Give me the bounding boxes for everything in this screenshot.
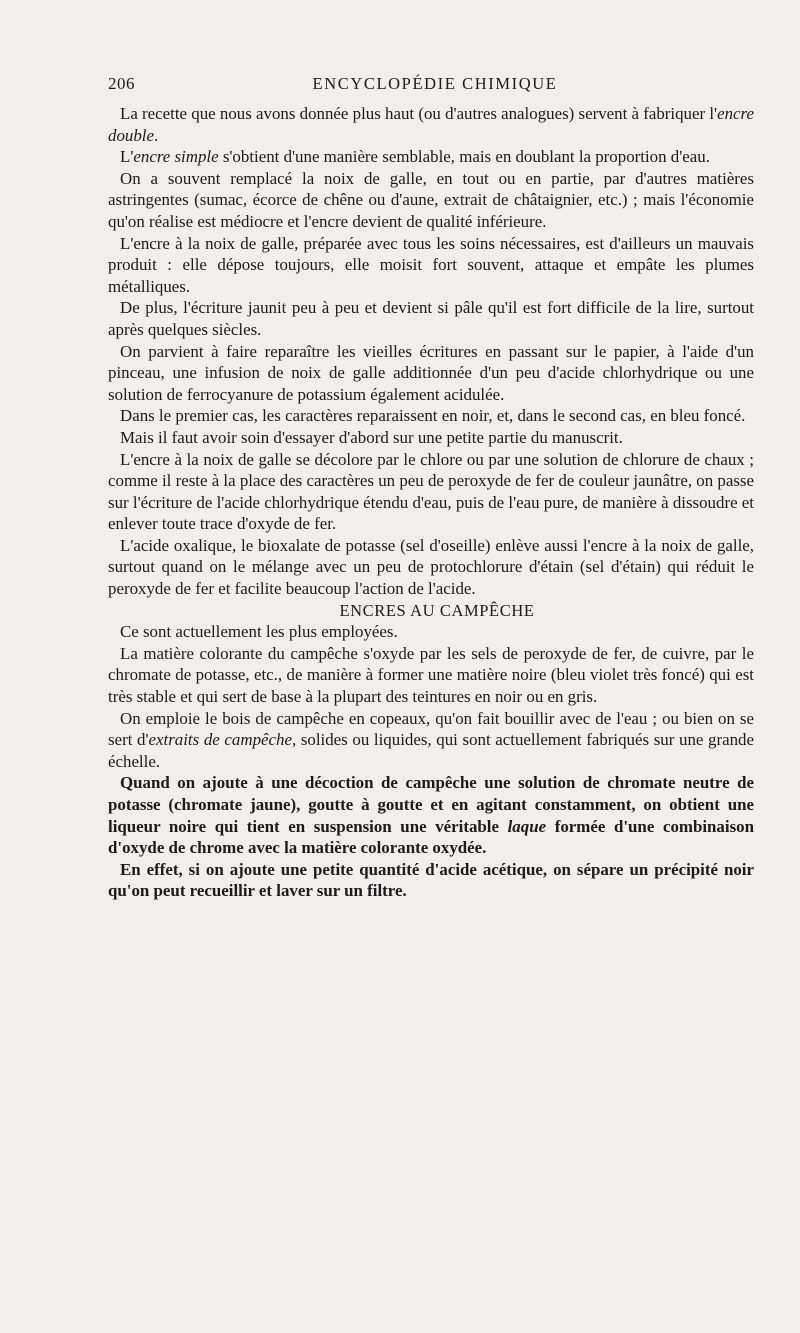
italic-term: extraits de campêche <box>148 730 292 750</box>
body-text-part1 <box>108 103 754 600</box>
paragraph <box>108 449 754 535</box>
text-run: L'encre à la noix de galle se décolore par le chlore ou par une solution de chlorure de chaux ; comme il reste à la place des caractères un peu de peroxyde de fer de couleur jaunâtre, on passe sur l'écriture de l'acide chlorhydrique étendu d'eau, puis de l'eau pure, de manière à dissoudre et enlever toute trace d'oxyde de fer. <box>108 449 754 534</box>
text-run: On a souvent remplacé la noix de galle, en tout ou en partie, par d'autres matières astringentes (sumac, écorce de chêne ou d'aune, extrait de châtaignier, etc.) ; mais l'économie qu'on réalise est médiocre et l'encre devient de qualité inférieure. <box>108 168 754 231</box>
text-run: , solides ou liquides, qui sont actuellement fabriqués sur une grande échelle. <box>108 730 754 771</box>
paragraph <box>108 859 754 902</box>
page-body <box>108 103 754 902</box>
running-title: ENCYCLOPÉDIE CHIMIQUE <box>312 74 558 93</box>
italic-term: encre simple <box>133 147 219 167</box>
text-run: Mais il faut avoir soin d'essayer d'abord sur une petite partie du manuscrit. <box>120 427 623 447</box>
paragraph <box>108 405 754 427</box>
body-text-part2 <box>108 621 754 902</box>
text-run: L' <box>120 147 134 167</box>
text-run: s'obtient d'une manière semblable, mais en doublant la proportion d'eau. <box>218 147 710 167</box>
text-run: Quand on ajoute à une décoction de campêche une solution de chromate neutre de potasse (chromate jaune), goutte à goutte et en agitant constamment, on obtient une liqueur noire qui tient en suspension une véritable <box>108 773 754 836</box>
text-run: La matière colorante du campêche s'oxyde par les sels de peroxyde de fer, de cuivre, par le chromate de potasse, etc., de manière à former une matière noire (bleu violet très foncé) qui est très stable et qui sert de base à la plupart des teintures en noir ou en gris. <box>108 643 754 707</box>
text-run: On emploie le bois de campêche en copeaux, qu'on fait bouillir avec de l'eau ; ou bien on se sert d' <box>108 708 754 750</box>
text-run: l' <box>709 104 718 123</box>
text-run: On parvient à faire reparaître les vieilles écritures en passant sur le papier, à l'aide d'un pinceau, une infusion de noix de galle additionnée d'un peu d'acide chlorhydrique ou une solution de ferrocyanure de potassium également acidulée. <box>108 341 754 404</box>
paragraph <box>108 341 754 406</box>
text-run: L'encre à la noix de galle, préparée avec tous les soins nécessaires, est d'ailleurs un mauvais produit : elle dépose toujours, elle moisit fort souvent, attaque et empâte les plumes métalliques. <box>108 233 754 296</box>
paragraph <box>108 427 754 449</box>
paragraph <box>108 103 754 146</box>
paragraph <box>108 772 754 858</box>
text-run: Ce sont actuellement les plus employées. <box>120 622 398 642</box>
page-number: 206 <box>108 74 135 93</box>
paragraph <box>108 146 754 168</box>
paragraph <box>108 621 754 643</box>
text-run: Dans le premier cas, les caractères reparaissent en noir, et, dans le second cas, en bleu foncé. <box>120 406 746 426</box>
italic-term: laque <box>507 816 547 836</box>
paragraph <box>108 708 754 773</box>
text-run: formée d'une combinaison d'oxyde de chrome avec la matière colorante oxydée. <box>108 816 754 858</box>
paragraph <box>108 168 754 233</box>
page-header <box>108 74 762 98</box>
text-run: . <box>153 125 159 145</box>
paragraph <box>108 643 754 708</box>
paragraph <box>108 233 754 298</box>
paragraph <box>108 535 754 600</box>
text-run: De plus, l'écriture jaunit peu à peu et devient si pâle qu'il est fort difficile de la lire, surtout après quelques siècles. <box>108 298 754 339</box>
italic-term: encre double <box>108 104 754 145</box>
section-title: ENCRES AU CAMPÊCHE <box>339 600 535 620</box>
text-run: L'acide oxalique, le bioxalate de potasse (sel d'oseille) enlève aussi l'encre à la noix de galle, surtout quand on le mélange avec un peu de protochlorure d'étain (sel d'étain) qui réduit le peroxyde de fer et facilite beaucoup l'action de l'acide. <box>108 535 754 599</box>
paragraph <box>108 297 754 340</box>
text-run: En effet, si on ajoute une petite quantité d'acide acétique, on sépare un précipité noir qu'on peut recueillir et laver sur un filtre. <box>108 859 754 901</box>
text-run: La recette que nous avons donnée plus haut (ou d'autres analogues) servent à fabriquer <box>120 104 710 123</box>
